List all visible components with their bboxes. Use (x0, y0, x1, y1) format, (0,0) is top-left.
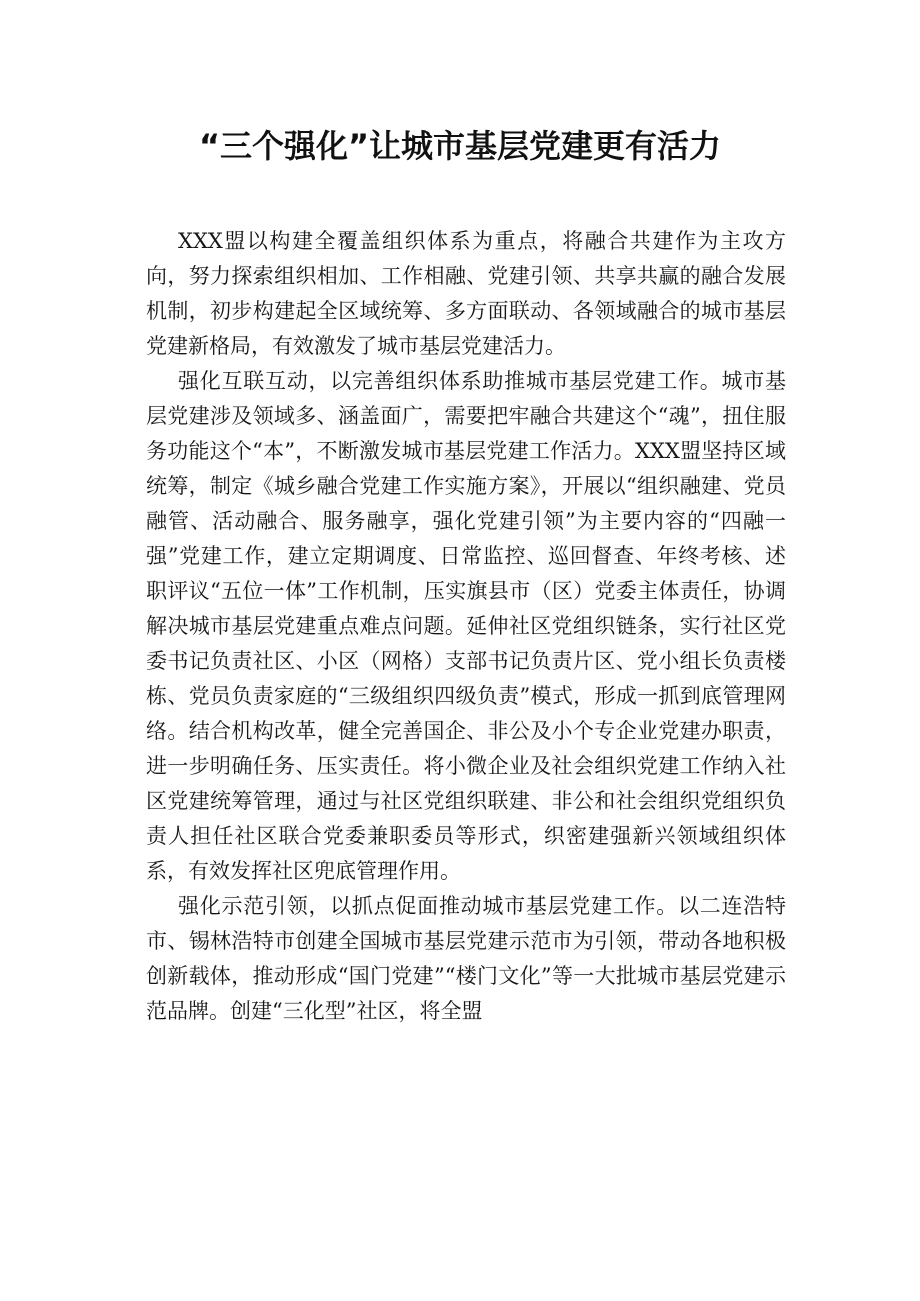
paragraph-intro: XXX盟以构建全覆盖组织体系为重点，将融合共建作为主攻方向，努力探索组织相加、工作相融、党建引领、共享共赢的融合发展机制，初步构建起全区域统筹、多方面联动、各领域融合的城市基层党建新格局，有效激发了城市基层党建活力。 (146, 229, 786, 358)
document-body (146, 224, 786, 1029)
paragraph-interconnection: 强化互联互动，以完善组织体系助推城市基层党建工作。城市基层党建涉及领域多、涵盖面广，需要把牢融合共建这个“魂”，扭住服务功能这个“本”，不断激发城市基层党建工作活力。XXX盟坚持区域统筹，制定《城乡融合党建工作实施方案》，开展以“组织融建、党员融管、活动融合、服务融享，强化党建引领”为主要内容的“四融一强”党建工作，建立定期调度、日常监控、巡回督查、年终考核、述职评议“五位一体”工作机制，压实旗县市（区）党委主体责任，协调解决城市基层党建重点难点问题。延伸社区党组织链条，实行社区党委书记负责社区、小区（网格）支部书记负责片区、党小组长负责楼栋、党员负责家庭的“三级组织四级负责”模式，形成一抓到底管理网络。结合机构改革，健全完善国企、非公及小个专企业党建办职责，进一步明确任务、压实责任。将小微企业及社会组织党建工作纳入社区党建统筹管理，通过与社区党组织联建、非公和社会组织党组织负责人担任社区联合党委兼职委员等形式，织密建强新兴领域组织体系，有效发挥社区兜底管理作用。 (146, 369, 786, 883)
document-title: “三个强化”让城市基层党建更有活力 (198, 127, 722, 165)
paragraph-demonstration: 强化示范引领，以抓点促面推动城市基层党建工作。以二连浩特市、锡林浩特市创建全国城市基层党建示范市为引领，带动各地积极创新载体，推动形成“国门党建”“楼门文化”等一大批城市基层党建示范品牌。创建“三化型”社区，将全盟 (146, 894, 786, 1023)
